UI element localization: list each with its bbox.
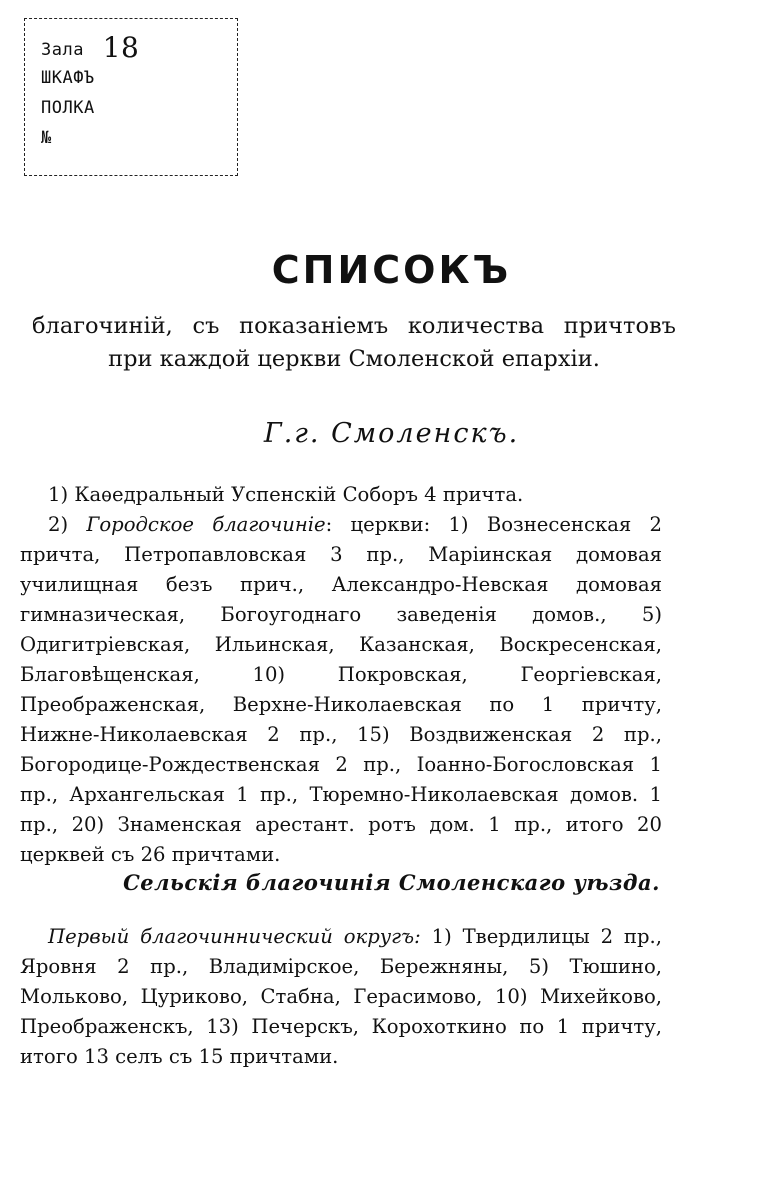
city-parishes-block xyxy=(20,480,662,870)
library-shelf-stamp xyxy=(24,18,238,176)
page-title: СПИСОКЪ xyxy=(271,248,512,292)
stamp-hall-line xyxy=(41,33,237,63)
stamp-shelf-label: ПОЛКА xyxy=(41,98,95,118)
first-district-paragraph xyxy=(20,922,662,1072)
stamp-number-label: № xyxy=(41,128,52,148)
first-district-block xyxy=(20,922,662,1072)
stamp-hall-label: Зала xyxy=(41,40,84,60)
city-deanery-number: 2) xyxy=(48,513,69,536)
first-district-text: 1) Твердилицы 2 пр., Яровня 2 пр., Владимірское, Бережняны, 5) Тюшино, Мольково, Цуриково, Стабна, Герасимово, 10) Михейково, Преображенскъ, 13) Печерскъ, Корохоткино по 1 причту, итого 13 селъ съ 15 причтами. xyxy=(20,925,662,1068)
cathedral-paragraph: 1) Каѳедральный Успенскій Соборъ 4 причта. xyxy=(48,483,524,506)
stamp-hall-number: 18 xyxy=(102,31,140,64)
first-district-label: Первый благочиннический округъ: xyxy=(48,925,421,948)
page-subtitle: благочиній, съ показаніемъ количества причтовъ при каждой церкви Смоленской епархіи. xyxy=(32,313,676,372)
city-deanery-text: : церкви: 1) Вознесенская 2 причта, Петропавловская 3 пр., Маріинская домовая училищная безъ прич., Александро-Невская домовая гимназическая, Богоугоднаго заведенія домов., 5) Одигитріевская, Ильинская, Казанская, Воскресенская, Благовѣщенская, 10) Покровская, Георгіевская, Преображенская, Верхне-Николаевская по 1 причту, Нижне-Николаевская 2 пр., 15) Воздвиженская 2 пр., Богородице-Рождественская 2 пр., Іоанно-Богословская 1 пр., Архангельская 1 пр., Тюремно-Николаевская домов. 1 пр., 20) Знаменская арестант. ротъ дом. 1 пр., итого 20 церквей съ 26 причтами. xyxy=(20,513,662,866)
city-deanery-label: Городское благочиніе xyxy=(86,513,326,536)
rural-deaneries-heading: Сельскія благочинія Смоленскаго уѣзда. xyxy=(123,870,660,895)
stamp-cabinet-label: ШКАФЪ xyxy=(41,68,95,88)
city-deanery-paragraph xyxy=(20,510,662,870)
city-heading: Г.г. Смоленскъ. xyxy=(263,418,520,449)
